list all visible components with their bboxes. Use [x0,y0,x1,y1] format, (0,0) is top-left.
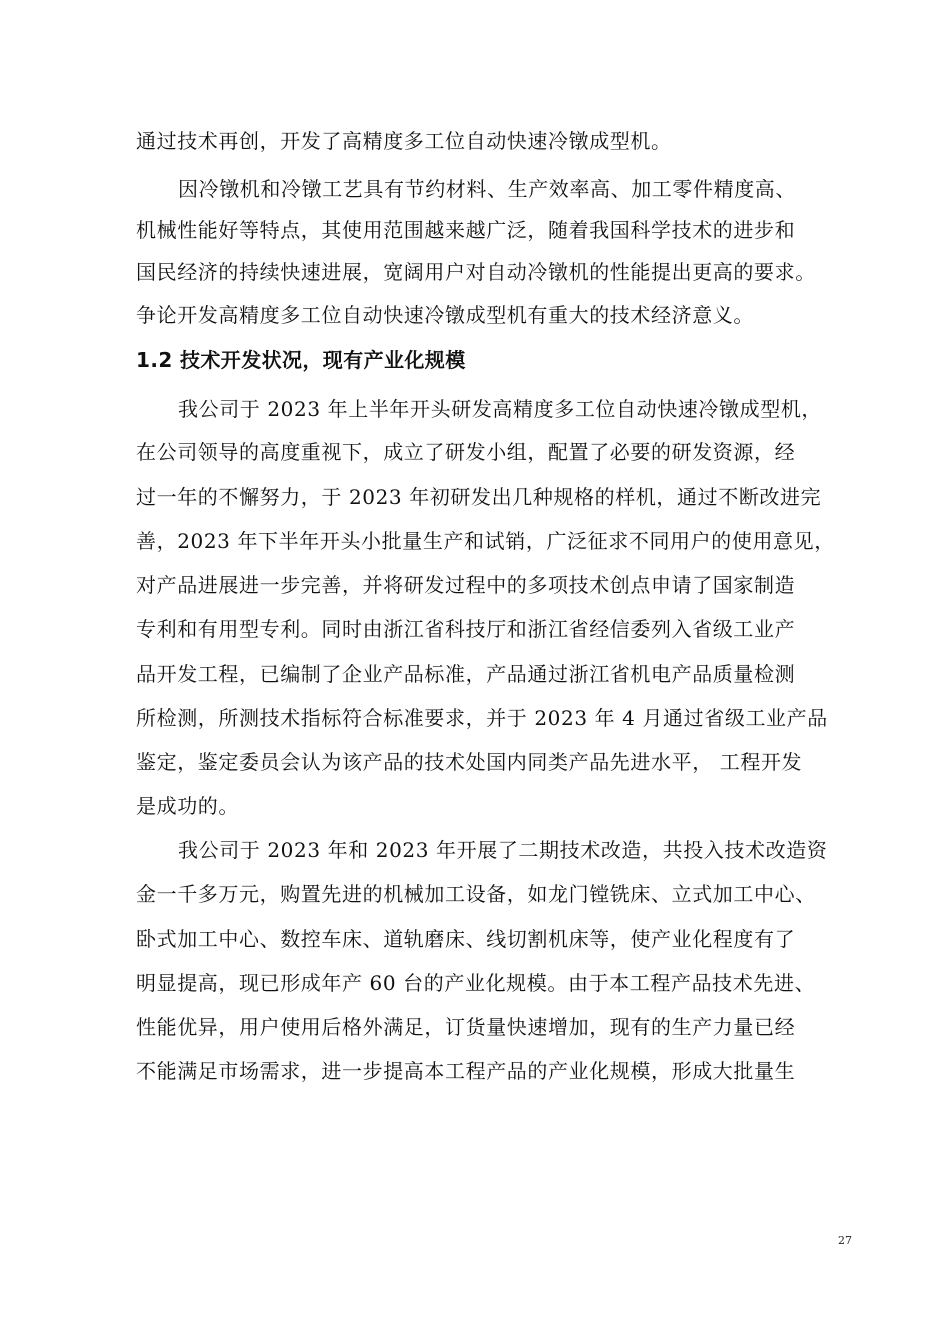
paragraph-line: 鉴定，鉴定委员会认为该产品的技术处国内同类产品先进水平， 工程开发 [136,750,803,774]
paragraph-line: 机械性能好等特点，其使用范围越来越广泛，随着我国科学技术的进步和 [136,218,796,242]
paragraph-line: 争论开发高精度多工位自动快速冷镦成型机有重大的技术经济意义。 [136,303,754,327]
paragraph-line: 金一千多万元，购置先进的机械加工设备，如龙门镗铣床、立式加工中心、 [136,882,816,906]
paragraph-line: 我公司于 2023 年和 2023 年开展了二期技术改造，共投入技术改造资 [178,838,828,862]
section-heading: 1.2 技术开发状况，现有产业化规模 [136,348,466,372]
paragraph-line: 在公司领导的高度重视下，成立了研发小组，配置了必要的研发资源，经 [136,440,796,464]
paragraph-line: 国民经济的持续快速进展，宽阔用户对自动冷镦机的性能提出更高的要求。 [136,260,816,284]
paragraph-line: 明显提高，现已形成年产 60 台的产业化规模。由于本工程产品技术先进、 [136,971,816,995]
paragraph-line: 我公司于 2023 年上半年开头研发高精度多工位自动快速冷镦成型机， [178,397,823,421]
paragraph-line: 对产品进展进一步完善，并将研发过程中的多项技术创点申请了国家制造 [136,573,796,597]
page-number: 27 [838,1234,852,1247]
paragraph-line: 通过技术再创，开发了高精度多工位自动快速冷镦成型机。 [136,129,672,153]
paragraph-line: 所检测，所测技术指标符合标准要求，并于 2023 年 4 月通过省级工业产品 [136,706,828,730]
paragraph-line: 性能优异，用户使用后格外满足，订货量快速增加，现有的生产力量已经 [136,1015,796,1039]
paragraph-line: 善，2023 年下半年开头小批量生产和试销，广泛征求不同用户的使用意见， [136,529,835,553]
paragraph-line: 不能满足市场需求，进一步提高本工程产品的产业化规模，形成大批量生 [136,1059,796,1083]
paragraph-line: 专利和有用型专利。同时由浙江省科技厅和浙江省经信委列入省级工业产 [136,617,796,641]
paragraph-line: 因冷镦机和冷镦工艺具有节约材料、生产效率高、加工零件精度高、 [178,177,796,201]
paragraph-line: 卧式加工中心、数控车床、道轨磨床、线切割机床等，使产业化程度有了 [136,927,796,951]
paragraph-line: 品开发工程，已编制了企业产品标准，产品通过浙江省机电产品质量检测 [136,662,796,686]
paragraph-line: 过一年的不懈努力，于 2023 年初研发出几种规格的样机，通过不断改进完 [136,485,822,509]
paragraph-line: 是成功的。 [136,794,239,818]
